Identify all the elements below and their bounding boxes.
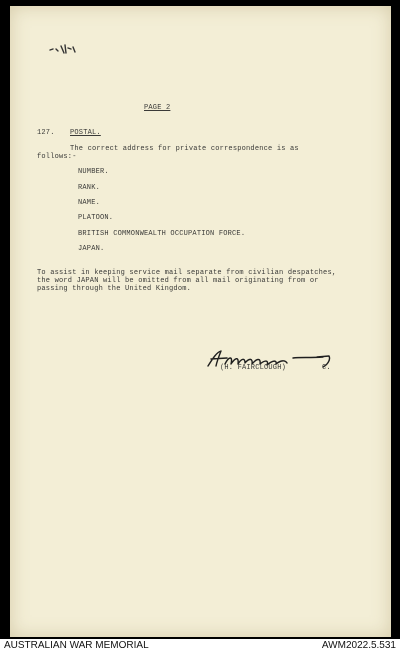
footer-bar <box>0 639 400 653</box>
address-line-platoon: PLATOON. <box>78 214 114 222</box>
address-line-country: JAPAN. <box>78 245 105 253</box>
signatory-rank: C. <box>322 364 331 372</box>
address-line-name: NAME. <box>78 199 101 207</box>
footer-accession-number: AWM2022.5.531 <box>321 640 396 651</box>
address-line-force: BRITISH COMMONWEALTH OCCUPATION FORCE. <box>78 230 246 238</box>
page-heading: PAGE 2 <box>144 104 171 112</box>
assist-line-1: To assist in keeping service mail separate from civilian despatches, <box>37 269 337 277</box>
address-line-rank: RANK. <box>78 184 101 192</box>
assist-line-3: passing through the United Kingdom. <box>37 285 192 293</box>
document-page <box>10 6 391 637</box>
section-number: 127. <box>37 129 55 137</box>
intro-line-2: follows:- <box>37 153 77 161</box>
handwritten-mark <box>48 42 82 54</box>
assist-line-2: the word JAPAN will be omitted from all mail originating from or <box>37 277 319 285</box>
section-title: POSTAL. <box>70 129 101 137</box>
signatory-name: (H. FAIRCLOUGH) <box>220 364 287 372</box>
intro-line-1: The correct address for private correspondence is as <box>70 145 299 153</box>
footer-institution: AUSTRALIAN WAR MEMORIAL <box>4 640 149 651</box>
address-line-number: NUMBER. <box>78 168 109 176</box>
